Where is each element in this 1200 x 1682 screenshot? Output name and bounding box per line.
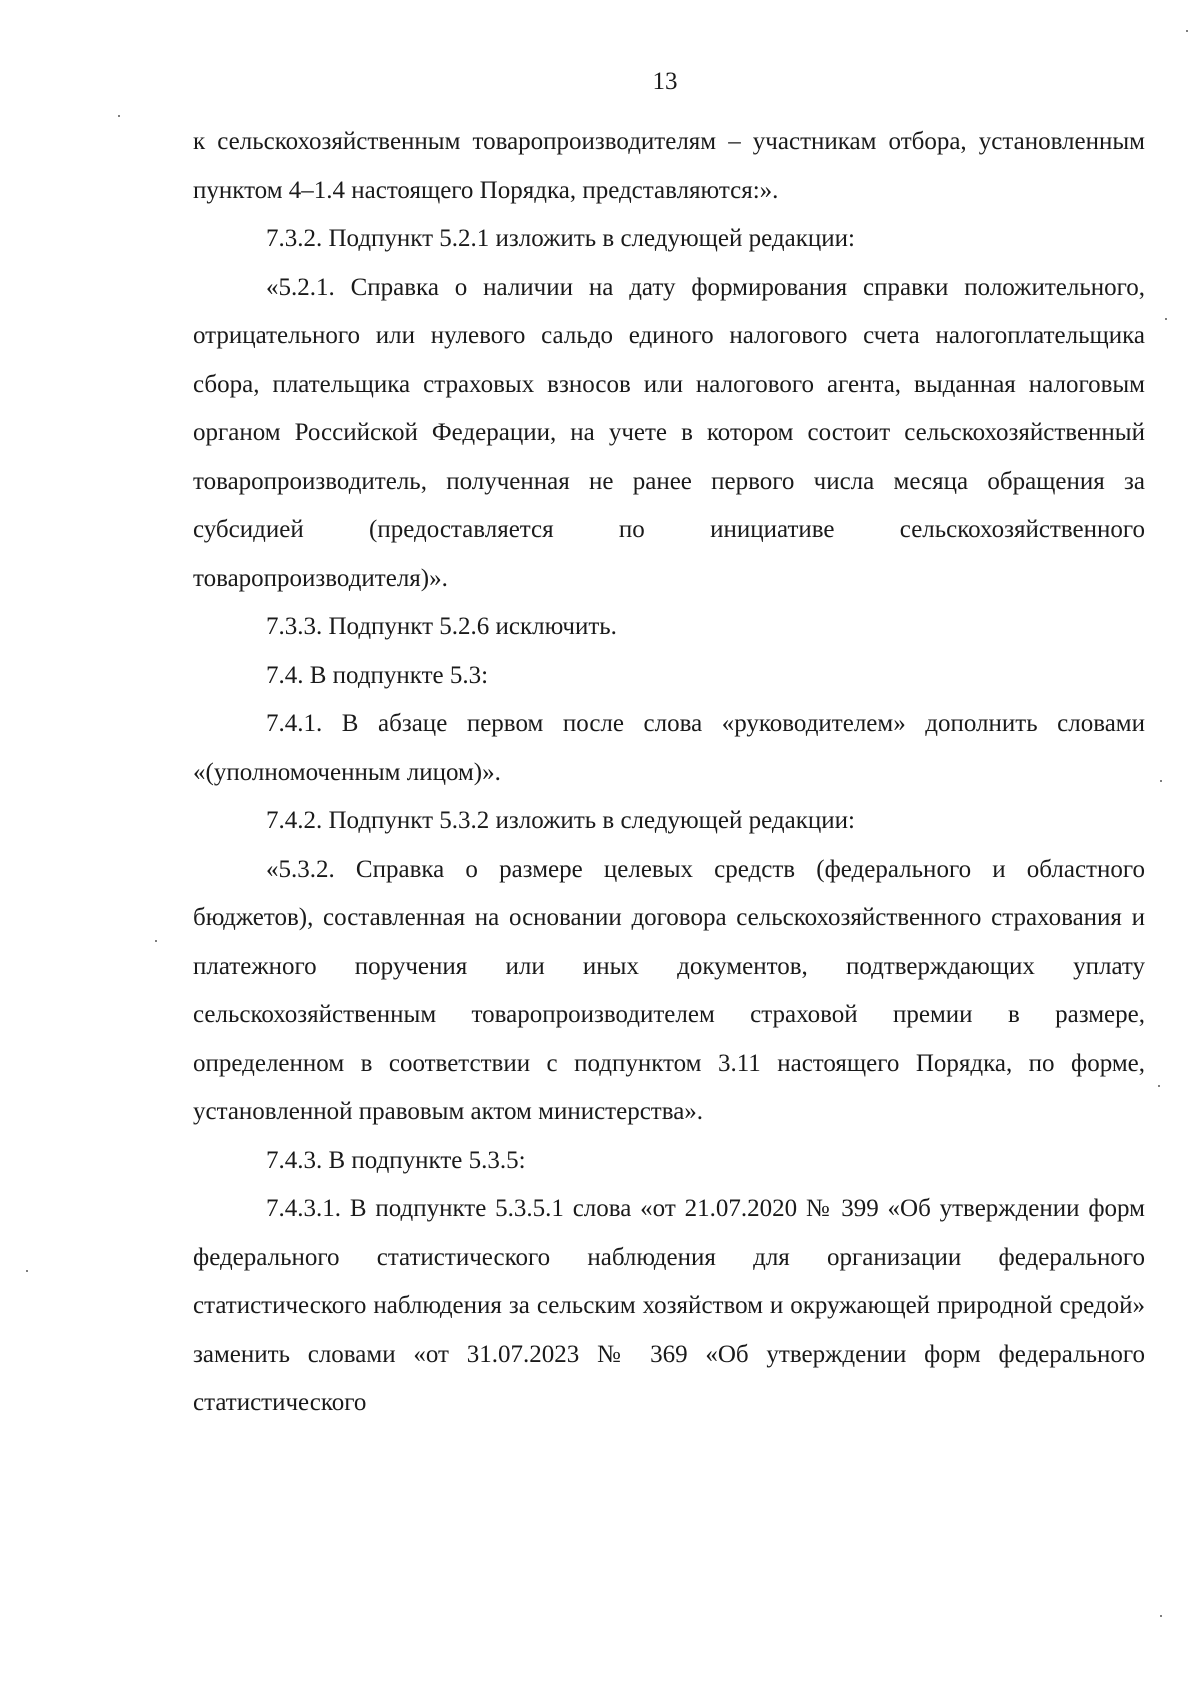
scan-speck [1160,1615,1162,1617]
scan-speck [26,1270,28,1272]
scan-speck [1186,30,1188,32]
paragraph-7-3-2: 7.3.2. Подпункт 5.2.1 изложить в следующей редакции: [266,225,855,252]
scan-speck [118,115,120,117]
paragraph-7-4-3: 7.4.3. В подпункте 5.3.5: [266,1146,526,1174]
paragraph-5-3-2-quote: «5.3.2. Справка о размере целевых средств (федерального и областного бюджетов), составленная на основании договора сельскохозяйственного страхования и платежного поручения или иных документов, подтверждающих уплату сельскохозяйственным товаропроизводителем страховой премии в размере, определенном в соответствии с подпунктом 3.11 настоящего Порядка, по форме, установленной правовым актом министерства». [193,855,1145,1125]
paragraph-5-2-1-quote: «5.2.1. Справка о наличии на дату формирования справки положительного, отрицательного или нулевого сальдо единого налогового счета налогоплательщика сбора, плательщика страховых взносов или налогового агента, выданная налоговым органом Российской Федерации, на учете в котором состоит сельскохозяйственный товаропроизводитель, полученная не ранее первого числа месяца обращения за субсидией (предоставляется по инициативе сельскохозяйственного товаропроизводителя)». [193,273,1145,592]
paragraph-7-4: 7.4. В подпункте 5.3: [266,661,489,689]
paragraph-7-4-1: 7.4.1. В абзаце первом после слова «руководителем» дополнить словами «(уполномоченным лицом)». [193,710,1145,786]
scan-speck [1158,1085,1160,1087]
paragraph-7-3-3: 7.3.3. Подпункт 5.2.6 исключить. [266,613,617,640]
scan-speck [1165,318,1167,320]
scan-speck [155,940,157,942]
paragraph-7-4-2: 7.4.2. Подпункт 5.3.2 изложить в следующей редакции: [266,807,855,834]
page-number: 13 [652,68,678,95]
paragraph-7-4-3-1: 7.4.3.1. В подпункте 5.3.5.1 слова «от 21.07.2020 № 399 «Об утверждении форм федерального статистического наблюдения для организации федерального статистического наблюдения за сельским хозяйством и окружающей природной средой» заменить словами «от 31.07.2023 № 369 «Об утверждении форм федерального статистического [193,1195,1145,1416]
paragraph-continuation: к сельскохозяйственным товаропроизводителям – участникам отбора, установленным пунктом 4–1.4 настоящего Порядка, представляются:». [193,128,1145,204]
scan-speck [1160,780,1162,782]
document-body [193,118,1145,1428]
